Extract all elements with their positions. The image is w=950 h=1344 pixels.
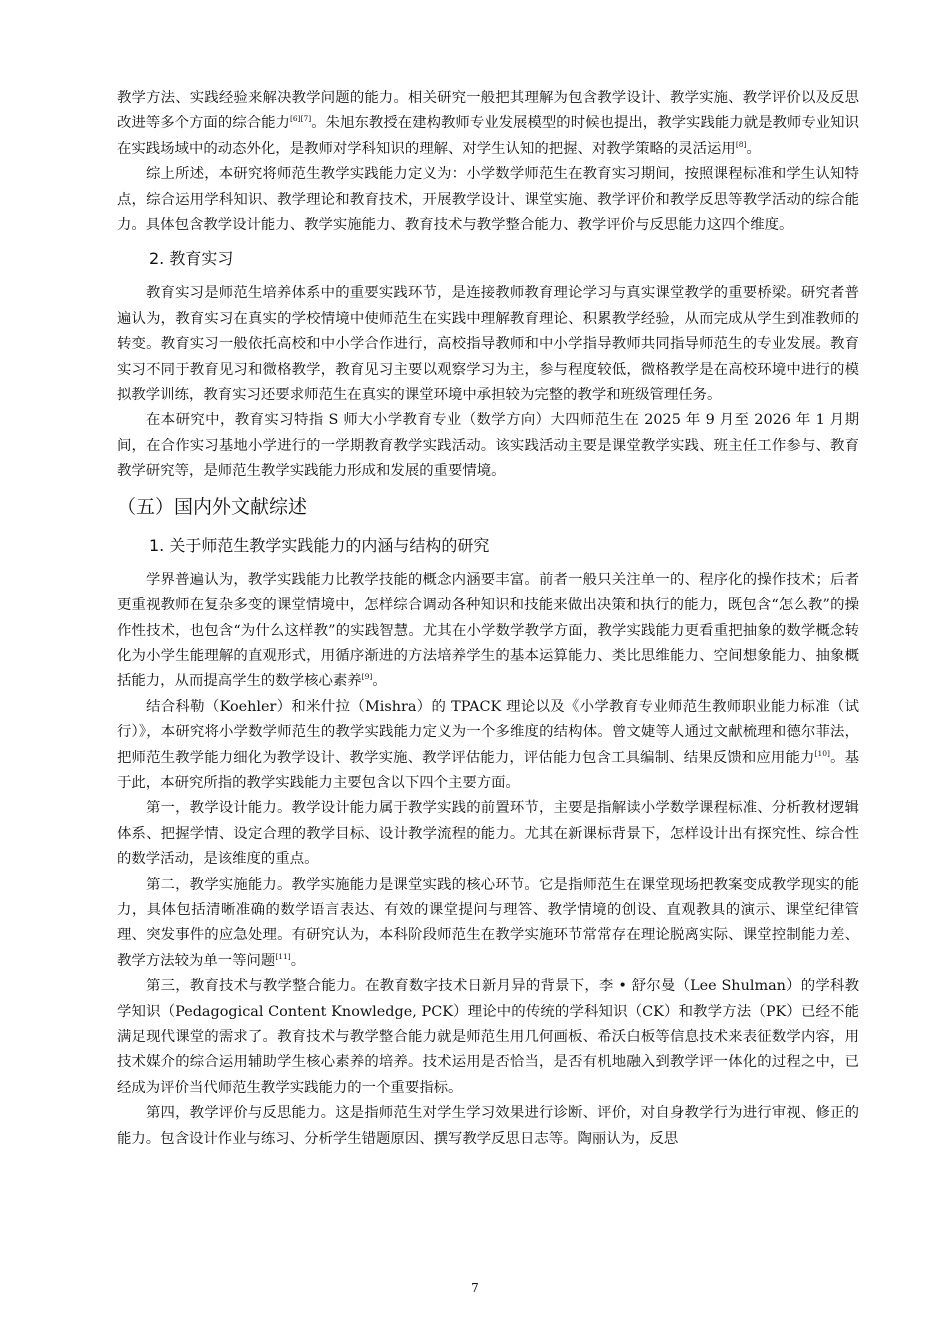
citation: [8] [735,139,747,149]
paragraph-dimension-design: 第一，教学设计能力。教学设计能力属于教学实践的前置环节，主要是指解读小学数学课程标准、分析教材逻辑体系、把握学情、设定合理的教学目标、设计教学流程的能力。尤其在新课标背景下，怎样设计出有探究性、综合性的数学活动，是该维度的重点。 [117,800,859,868]
paragraph-dimension-technology: 第三，教育技术与教学整合能力。在教育数字技术日新月异的背景下，李 • 舒尔曼（Lee Shulman）的学科教学知识（Pedagogical Content Knowledge, PCK）理论中的传统的学科知识（CK）和教学方法（PK）已经不能满足现代课堂的需求了。教育技术与教学整合能力就是师范生用几何画板、希沃白板等信息技术来表征数学内容，用技术媒介的综合运用辅助学生核心素养的培养。技术运用是否恰当，是否有机地融入到教学评一体化的过程之中，已经成为评价当代师范生教学实践能力的一个重要指标。 [117,978,859,1096]
paragraph-internship-overview: 教育实习是师范生培养体系中的重要实践环节，是连接教师教育理论学习与真实课堂教学的重要桥梁。研究者普遍认为，教育实习在真实的学校情境中使师范生在实践中理解教育理论、积累教学经验，从而完成从学生到准教师的转变。教育实习一般依托高校和中小学合作进行，高校指导教师和中小学指导教师共同指导师范生的专业发展。教育实习不同于教育见习和微格教学，教育见习主要以观察学习为主，参与程度较低，微格教学是在高校环境中进行的模拟教学训练，教育实习还要求师范生在真实的课堂环境中承担较为完整的教学和班级管理任务。 [117,285,859,404]
page-number: 7 [471,1281,479,1295]
paragraph-internship-scope: 在本研究中，教育实习特指 S 师大小学教育专业（数学方向）大四师范生在 2025 年 9 月至 2026 年 1 月期间，在合作实习基地小学进行的一学期教育教学实践活动。该实践活动主要是课堂教学实践、班主任工作参与、教育教学研究等，是师范生教学实践能力形成和发展的重要情境。 [117,412,859,480]
text-run: 。 [290,952,306,969]
text-run: 教学方法、实践经验来解决教学问题的能力。相关研究一般把其理解为包含教学设计、教学实施、教学评价以及反思改进等多个方面的综合能力 [117,90,859,132]
text-run: 。 [746,140,761,157]
text-run: 结合科勒（Koehler）和米什拉（Mishra）的 TPACK 理论以及《小学教育专业师范生教师职业能力标准（试行）》，本研究将小学数学师范生的教学实践能力定义为一个多维度的结构体。曾文婕等人通过文献梳理和德尔菲法，把师范生教学能力细化为教学设计、教学实施、教学评估能力，评估能力包含工具编制、结果反馈和应用能力 [117,698,859,766]
section-heading-literature-review: （五）国内外文献综述 [117,495,308,518]
citation: [9] [361,672,373,682]
text-run: 。 [372,673,387,690]
text-run: 第二，教学实施能力。教学实施能力是课堂实践的核心环节。它是指师范生在课堂现场把教案变成教学现实的能力，具体包括清晰准确的数学语言表达、有效的课堂提问与理答、教学情境的创设、直观教具的演示、课堂纪律管理、突发事件的应急处理。有研究认为，本科阶段师范生在教学实施环节常常存在理论脱离实际、课堂控制能力差、教学方法较为单一等问题 [117,876,859,969]
body-text [117,86,859,1152]
citation: [10] [814,748,830,758]
paragraph-summary-definition: 综上所述，本研究将师范生教学实践能力定义为：小学数学师范生在教育实习期间，按照课程标准和学生认知特点，综合运用学科知识、教学理论和教育技术，开展教学设计、课堂实施、教学评价和教学反思等教学活动的综合能力。具体包含教学设计能力、教学实施能力、教育技术与教学整合能力、教学评价与反思能力这四个维度。 [117,166,859,234]
subheading-education-internship: 2. 教育实习 [149,249,234,269]
citation: [6][7] [289,114,312,124]
citation: [11] [275,951,291,961]
text-run: 。朱旭东教授在建构教师专业发展模型的时候也提出，教学实践能力就是教师专业知识在实践场域中的动态外化，是教师对学科知识的理解、对学生认知的把握、对教学策略的灵活运用 [117,115,859,157]
paragraph-connotation [117,568,859,695]
subheading-connotation-structure: 1. 关于师范生教学实践能力的内涵与结构的研究 [149,535,490,555]
paragraph-dimension-implementation [117,873,859,975]
text-run: 。基于此，本研究所指的教学实践能力主要包含以下四个主要方面。 [117,749,859,791]
text-run: 学界普遍认为，教学实践能力比教学技能的概念内涵要丰富。前者一般只关注单一的、程序化的操作技术；后者更重视教师在复杂多变的课堂情境中，怎样综合调动各种知识和技能来做出决策和执行的能力，既包含“怎么教”的操作性技术，也包含“为什么这样教”的实践智慧。尤其在小学数学教学方面，教学实践能力更看重把抽象的数学概念转化为小学生能理解的直观形式，用循序渐进的方法培养学生的基本运算能力、类比思维能力、空间想象能力、抽象概括能力，从而提高学生的数学核心素养 [117,571,859,690]
paragraph-tpack-structure [117,695,859,797]
paragraph-teaching-practice-definition-cont [117,86,859,162]
paragraph-dimension-evaluation: 第四，教学评价与反思能力。这是指师范生对学生学习效果进行诊断、评价，对自身教学行为进行审视、修正的能力。包含设计作业与练习、分析学生错题原因、撰写教学反思日志等。陶丽认为，反思 [117,1105,859,1147]
